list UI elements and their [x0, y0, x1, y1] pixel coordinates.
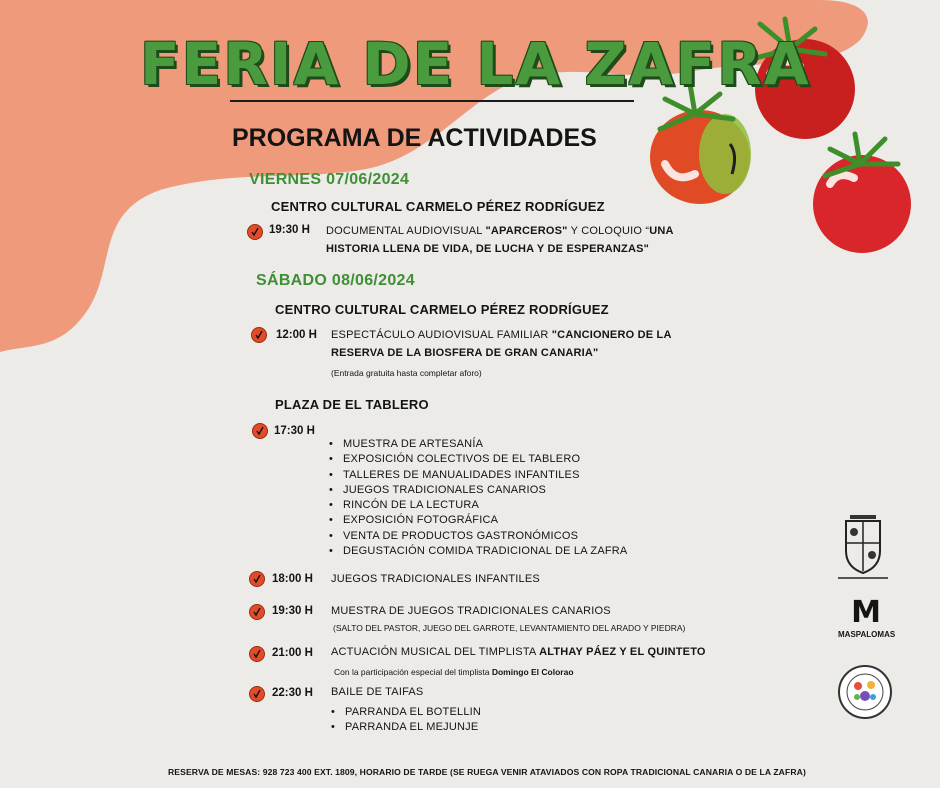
- checkmark-icon: [252, 423, 268, 439]
- event-description: JUEGOS TRADICIONALES INFANTILES: [331, 573, 540, 585]
- list-item: • PARRANDA EL MEJUNJE: [331, 720, 481, 735]
- event-title: FERIA DE LA ZAFRA: [140, 30, 811, 98]
- venue-plaza-tablero: PLAZA DE EL TABLERO: [275, 397, 429, 412]
- list-item: • EXPOSICIÓN FOTOGRÁFICA: [329, 513, 627, 528]
- event-description: BAILE DE TAIFAS: [331, 686, 424, 698]
- community-circle-logo: [837, 664, 893, 720]
- activity-list: [331, 705, 481, 736]
- list-item: • MUESTRA DE ARTESANÍA: [329, 437, 627, 452]
- checkmark-icon: [249, 604, 265, 620]
- event-note: (Entrada gratuita hasta completar aforo): [331, 368, 482, 378]
- maspalomas-label: MASPALOMAS: [838, 630, 896, 639]
- event-description: MUESTRA DE JUEGOS TRADICIONALES CANARIOS: [331, 605, 611, 617]
- event-time: 12:00 H: [276, 329, 317, 341]
- checkmark-icon: [249, 646, 265, 662]
- event-time: 19:30 H: [269, 224, 310, 236]
- venue-friday-cultural: CENTRO CULTURAL CARMELO PÉREZ RODRÍGUEZ: [271, 199, 605, 214]
- list-item: • PARRANDA EL BOTELLIN: [331, 705, 481, 720]
- coat-of-arms-logo: [832, 505, 894, 585]
- day-saturday: SÁBADO 08/06/2024: [256, 272, 415, 289]
- program-subtitle: PROGRAMA DE ACTIVIDADES: [232, 124, 597, 152]
- checkmark-icon: [249, 686, 265, 702]
- checkmark-icon: [249, 571, 265, 587]
- activity-list: [329, 437, 627, 559]
- reservation-footer: RESERVA DE MESAS: 928 723 400 EXT. 1809, HORARIO DE TARDE (SE RUEGA VENIR ATAVIADOS CON ROPA TRADICIONAL CANARIA O DE LA ZAFRA): [168, 767, 806, 777]
- list-item: • RINCÓN DE LA LECTURA: [329, 498, 627, 513]
- event-description: ACTUACIÓN MUSICAL DEL TIMPLISTA ALTHAY PÁEZ Y EL QUINTETO: [331, 646, 706, 658]
- list-item: • DEGUSTACIÓN COMIDA TRADICIONAL DE LA ZAFRA: [329, 544, 627, 559]
- venue-saturday-cultural: CENTRO CULTURAL CARMELO PÉREZ RODRÍGUEZ: [275, 302, 609, 317]
- day-friday: VIERNES 07/06/2024: [249, 171, 410, 188]
- checkmark-icon: [247, 224, 263, 240]
- event-note: (SALTO DEL PASTOR, JUEGO DEL GARROTE, LEVANTAMIENTO DEL ARADO Y PIEDRA): [333, 623, 686, 633]
- event-description: ESPECTÁCULO AUDIOVISUAL FAMILIAR "CANCIONERO DE LA RESERVA DE LA BIOSFERA DE GRAN CANARIA": [331, 329, 672, 359]
- checkmark-icon: [251, 327, 267, 343]
- tomato-icon: [813, 134, 911, 253]
- event-time: 18:00 H: [272, 573, 313, 585]
- title-divider: [230, 100, 634, 102]
- list-item: • VENTA DE PRODUCTOS GASTRONÓMICOS: [329, 529, 627, 544]
- maspalomas-mark: M: [851, 595, 881, 630]
- event-description: DOCUMENTAL AUDIOVISUAL "APARCEROS" Y COLOQUIO “UNA HISTORIA LLENA DE VIDA, DE LUCHA Y DE ESPERANZAS": [326, 225, 674, 255]
- list-item: • EXPOSICIÓN COLECTIVOS DE EL TABLERO: [329, 452, 627, 467]
- event-time: 17:30 H: [274, 425, 315, 437]
- list-item: • TALLERES DE MANUALIDADES INFANTILES: [329, 468, 627, 483]
- event-note: Con la participación especial del timplista Domingo El Colorao: [334, 667, 574, 677]
- event-time: 21:00 H: [272, 647, 313, 659]
- maspalomas-logo: [838, 596, 894, 648]
- event-time: 19:30 H: [272, 605, 313, 617]
- event-time: 22:30 H: [272, 687, 313, 699]
- list-item: • JUEGOS TRADICIONALES CANARIOS: [329, 483, 627, 498]
- tomato-icon: [650, 84, 751, 204]
